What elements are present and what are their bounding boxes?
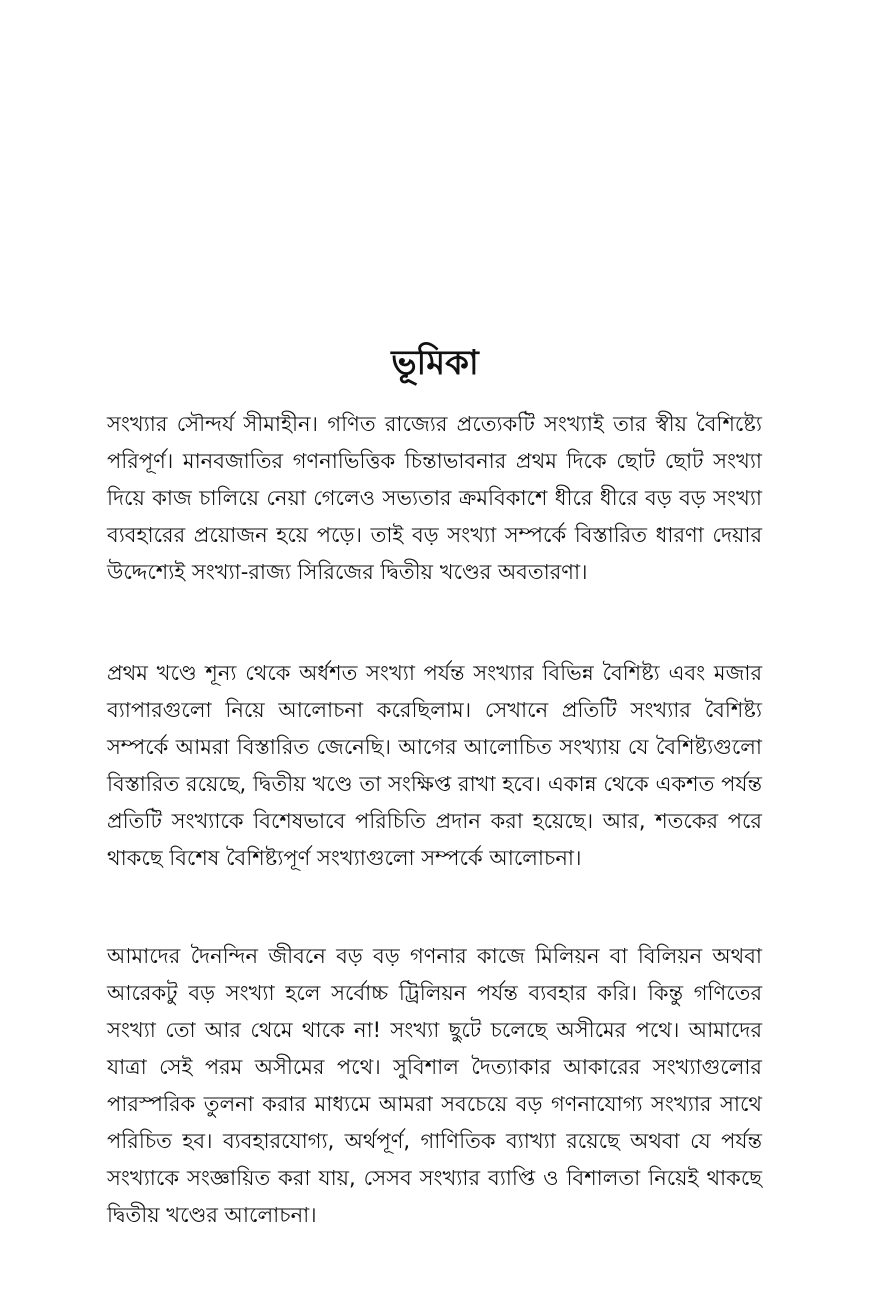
paragraph-2: প্রথম খণ্ডে শূন্য থেকে অর্ধশত সংখ্যা পর্যন্ত সংখ্যার বিভিন্ন বৈশিষ্ট্য এবং মজার ব্যাপারগুলো নিয়ে আলোচনা করেছিলাম। সেখানে প্রতিটি সংখ্যার বৈশিষ্ট্য সম্পর্কে আমরা বিস্তারিত জেনেছি। আগের আলোচিত সংখ্যায় যে বৈশিষ্ট্যগুলো বিস্তারিত রয়েছে, দ্বিতীয় খণ্ডে তা সংক্ষিপ্ত রাখা হবে। একান্ন থেকে একশত পর্যন্ত প্রতিটি সংখ্যাকে বিশেষভাবে পরিচিতি প্রদান করা হয়েছে। আর, শতকের পরে থাকছে বিশেষ বৈশিষ্ট্যপূর্ণ সংখ্যাগুলো সম্পর্কে আলোচনা।	[107, 661, 762, 870]
page-title: ভূমিকা	[391, 342, 479, 383]
paragraph-1: সংখ্যার সৌন্দর্য সীমাহীন। গণিত রাজ্যের প্রত্যেকটি সংখ্যাই তার স্বীয় বৈশিষ্ট্যে পরিপূর্ণ। মানবজাতির গণনাভিত্তিক চিন্তাভাবনার প্রথম দিকে ছোট ছোট সংখ্যা দিয়ে কাজ চালিয়ে নেয়া গেলেও সভ্যতার ক্রমবিকাশে ধীরে ধীরে বড় বড় সংখ্যা ব্যবহারের প্রয়োজন হয়ে পড়ে। তাই বড় সংখ্যা সম্পর্কে বিস্তারিত ধারণা দেয়ার উদ্দেশ্যেই সংখ্যা-রাজ্য সিরিজের দ্বিতীয় খণ্ডের অবতারণা।	[107, 412, 762, 584]
paragraph-3: আমাদের দৈনন্দিন জীবনে বড় বড় গণনার কাজে মিলিয়ন বা বিলিয়ন অথবা আরেকটু বড় সংখ্যা হলে সর্বোচ্চ ট্রিলিয়ন পর্যন্ত ব্যবহার করি। কিন্তু গণিতের সংখ্যা তো আর থেমে থাকে না! সংখ্যা ছুটে চলেছে অসীমের পথে। আমাদের যাত্রা সেই পরম অসীমের পথে। সুবিশাল দৈত্যাকার আকারের সংখ্যাগুলোর পারস্পরিক তুলনা করার মাধ্যমে আমরা সবচেয়ে বড় গণনাযোগ্য সংখ্যার সাথে পরিচিত হব। ব্যবহারযোগ্য, অর্থপূর্ণ, গাণিতিক ব্যাখ্যা রয়েছে অথবা যে পর্যন্ত সংখ্যাকে সংজ্ঞায়িত করা যায়, সেসব সংখ্যার ব্যাপ্তি ও বিশালতা নিয়েই থাকছে দ্বিতীয় খণ্ডের আলোচনা।	[107, 944, 762, 1227]
